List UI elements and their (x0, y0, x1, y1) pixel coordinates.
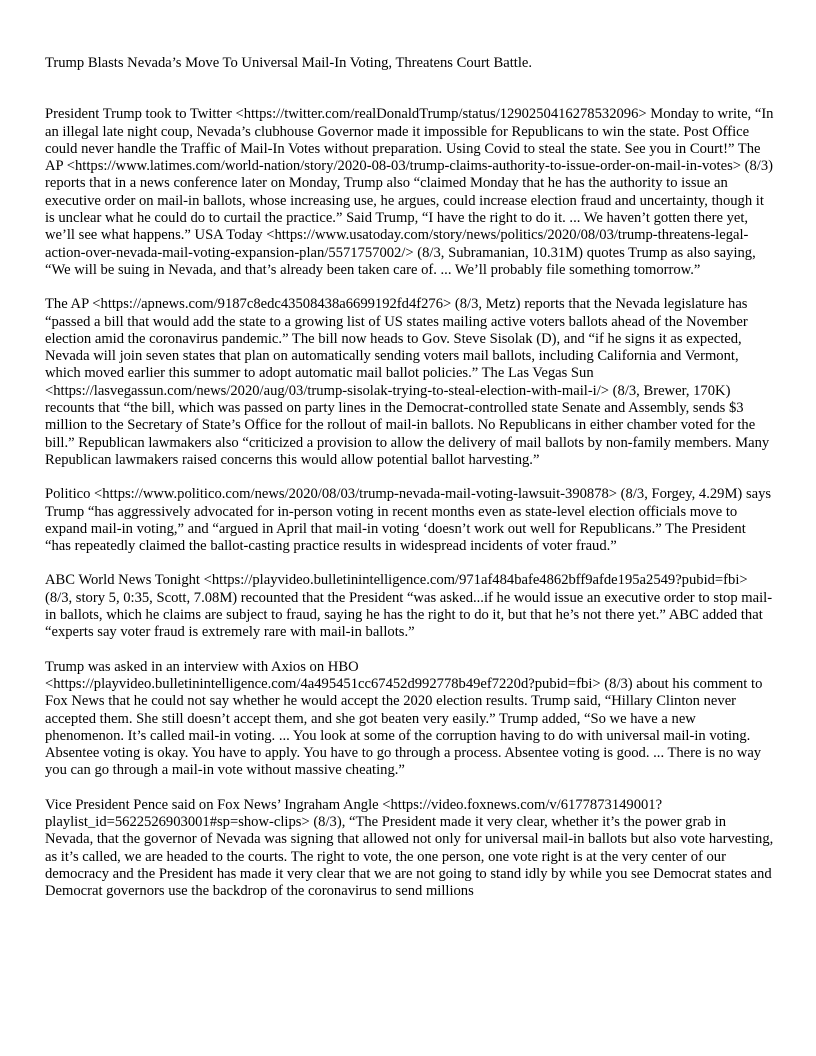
paragraph-nevada-legislature: The AP <https://apnews.com/9187c8edc43508438a6699192fd4f276> (8/3, Metz) reports that the Nevada legislature has “passed a bill that would add the state to a growing list of US states mailing active voters ballots ahead of the November election amid the coronavirus pandemic.” The bill now heads to Gov. Steve Sisolak (D), and “if he signs it as expected, Nevada will join seven states that plan on automatically sending voters mail ballots, including California and Vermont, which moved earlier this summer to adopt automatic mail ballot policies.” The Las Vegas Sun <https://lasvegassun.com/news/2020/aug/03/trump-sisolak-trying-to-steal-election-with-mail-i/> (8/3, Brewer, 170K) recounts that “the bill, which was passed on party lines in the Democrat-controlled state Senate and Assembly, sends $3 million to the Secretary of State’s Office for the rollout of mail-in ballots. No Republicans in either chamber voted for the bill.” Republican lawmakers also “criticized a provision to allow the delivery of mail ballots by non-family members. Many Republican lawmakers raised concerns this would allow potential ballot harvesting.” (45, 296, 770, 468)
document-body (45, 55, 775, 917)
paragraph-axios-interview: Trump was asked in an interview with Axios on HBO <https://playvideo.bulletinintelligence.com/4a495451cc67452d992778b49ef7220d?pubid=fbi> (8/3) about his comment to Fox News that he could not say whether he would accept the 2020 election results. Trump said, “Hillary Clinton never accepted them. She still doesn’t accept them, and she got beaten very easily.” Trump added, “So we have a new phenomenon. It’s called mail-in voting. ... You look at some of the corruption having to do with universal mail-in voting. Absentee voting is okay. You have to apply. You have to go through a process. Absentee voting is good. ... There is no way you can go through a mail-in vote without massive cheating.” (45, 658, 763, 779)
paragraph-pence-fox: Vice President Pence said on Fox News’ Ingraham Angle <https://video.foxnews.com/v/6177873149001?playlist_id=5622526903001#sp=show-clips> (8/3), “The President made it very clear, whether it’s the power grab in Nevada, that the governor of Nevada was signing that allowed not only for universal mail-in ballots but also vote harvesting, as it’s called, we are headed to the courts. The right to vote, the one person, one vote right is at the very center of our democracy and the President has made it very clear that we are not going to stand idly by while you see Democrat states and Democrat governors use the backdrop of the coronavirus to send millions (45, 796, 774, 900)
article-title: Trump Blasts Nevada’s Move To Universal Mail-In Voting, Threatens Court Battle. (45, 55, 533, 71)
paragraph-politico: Politico <https://www.politico.com/news/2020/08/03/trump-nevada-mail-voting-lawsuit-390878> (8/3, Forgey, 4.29M) says Trump “has aggressively advocated for in-person voting in recent months even as state-level election officials move to expand mail-in voting,” and “argued in April that mail-in voting ‘doesn’t work out well for Republicans.” The President “has repeatedly claimed the ballot-casting practice results in widespread incidents of voter fraud.” (45, 486, 772, 555)
paragraph-abc-news: ABC World News Tonight <https://playvideo.bulletinintelligence.com/971af484bafe4862bff9afde195a2549?pubid=fbi> (8/3, story 5, 0:35, Scott, 7.08M) recounted that the President “was asked...if he would issue an executive order to stop mail-in ballots, which he claims are subject to fraud, saying he has the right to do it, but that he’s not there yet.” ABC added that “experts say voter fraud is extremely rare with mail-in ballots.” (45, 572, 773, 641)
paragraph-twitter-coup: President Trump took to Twitter <https://twitter.com/realDonaldTrump/status/1290250416278532096> Monday to write, “In an illegal late night coup, Nevada’s clubhouse Governor made it impossible for Republicans to win the state. Post Office could never handle the Traffic of Mail-In Votes without preparation. Using Covid to steal the state. See you in Court!” The AP <https://www.latimes.com/world-nation/story/2020-08-03/trump-claims-authority-to-issue-order-on-mail-in-votes> (8/3) reports that in a news conference later on Monday, Trump also “claimed Monday that he has the authority to issue an executive order on mail-in ballots, whose increasing use, he argues, could increase election fraud and uncertainty, though it is unclear what he could do to curtail the practice.” Said Trump, “I have the right to do it. ... We haven’t gotten there yet, we’ll see what happens.” USA Today <https://www.usatoday.com/story/news/politics/2020/08/03/trump-threatens-legal-action-over-nevada-mail-voting-expansion-plan/5571757002/> (8/3, Subramanian, 10.31M) quotes Trump as also saying, “We will be suing in Nevada, and that’s already been taken care of. ... We’ll probably file something tomorrow.” (45, 106, 774, 278)
